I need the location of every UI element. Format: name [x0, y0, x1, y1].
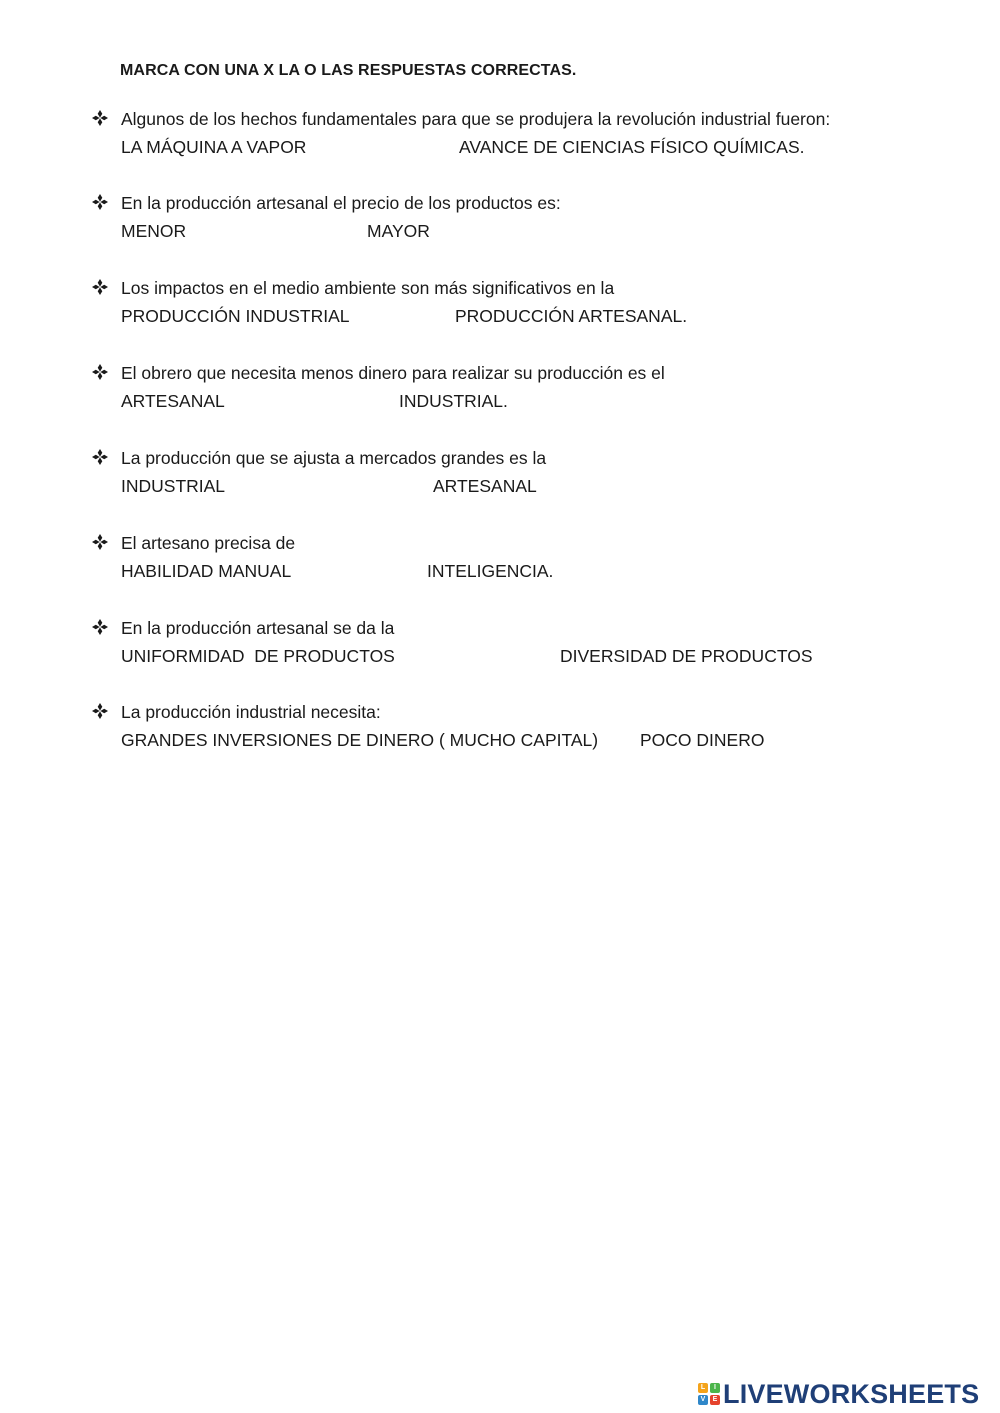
- diamond-bullet-icon: [90, 617, 110, 637]
- question-text: En la producción artesanal el precio de los productos es:: [121, 193, 561, 213]
- answer-option[interactable]: INDUSTRIAL.: [399, 391, 508, 411]
- question-7: [0, 617, 1000, 677]
- question-5: [0, 447, 1000, 507]
- question-3: [0, 277, 1000, 337]
- answer-option[interactable]: LA MÁQUINA A VAPOR: [121, 137, 307, 157]
- answer-option[interactable]: DIVERSIDAD DE PRODUCTOS: [560, 646, 813, 666]
- question-text: La producción que se ajusta a mercados grandes es la: [121, 448, 547, 468]
- question-2: [0, 192, 1000, 252]
- question-text: Algunos de los hechos fundamentales para que se produjera la revolución industrial fueron:: [121, 109, 831, 129]
- question-4: [0, 362, 1000, 422]
- logo-tile: V: [698, 1395, 708, 1405]
- question-1: [0, 108, 1000, 168]
- answer-option[interactable]: INTELIGENCIA.: [427, 561, 554, 581]
- question-8: [0, 701, 1000, 761]
- answer-option[interactable]: GRANDES INVERSIONES DE DINERO ( MUCHO CAPITAL): [121, 730, 599, 750]
- answer-option[interactable]: ARTESANAL: [433, 476, 537, 496]
- answer-option[interactable]: AVANCE DE CIENCIAS FÍSICO QUÍMICAS.: [459, 137, 805, 157]
- diamond-bullet-icon: [90, 108, 110, 128]
- logo-grid-icon: [698, 1383, 720, 1405]
- logo-tile: I: [710, 1383, 720, 1393]
- answer-option[interactable]: MENOR: [121, 221, 187, 241]
- logo-tile: L: [698, 1383, 708, 1393]
- logo-text: LIVEWORKSHEETS: [723, 1378, 980, 1409]
- question-6: [0, 532, 1000, 592]
- diamond-bullet-icon: [90, 447, 110, 467]
- diamond-bullet-icon: [90, 277, 110, 297]
- diamond-bullet-icon: [90, 532, 110, 552]
- answer-option[interactable]: PRODUCCIÓN INDUSTRIAL: [121, 306, 350, 326]
- logo-tile: E: [710, 1395, 720, 1405]
- answer-option[interactable]: UNIFORMIDAD DE PRODUCTOS: [121, 646, 395, 666]
- liveworksheets-logo: [698, 1378, 979, 1410]
- answer-option[interactable]: HABILIDAD MANUAL: [121, 561, 292, 581]
- diamond-bullet-icon: [90, 701, 110, 721]
- answer-option[interactable]: MAYOR: [367, 221, 430, 241]
- question-text: La producción industrial necesita:: [121, 702, 381, 722]
- question-text: El obrero que necesita menos dinero para realizar su producción es el: [121, 363, 665, 383]
- answer-option[interactable]: ARTESANAL: [121, 391, 225, 411]
- diamond-bullet-icon: [90, 362, 110, 382]
- answer-option[interactable]: PRODUCCIÓN ARTESANAL.: [455, 306, 688, 326]
- question-text: Los impactos en el medio ambiente son más significativos en la: [121, 278, 615, 298]
- diamond-bullet-icon: [90, 192, 110, 212]
- page-title: MARCA CON UNA X LA O LAS RESPUESTAS CORRECTAS.: [120, 62, 577, 79]
- question-text: En la producción artesanal se da la: [121, 618, 395, 638]
- question-text: El artesano precisa de: [121, 533, 296, 553]
- answer-option[interactable]: INDUSTRIAL: [121, 476, 226, 496]
- answer-option[interactable]: POCO DINERO: [640, 730, 765, 750]
